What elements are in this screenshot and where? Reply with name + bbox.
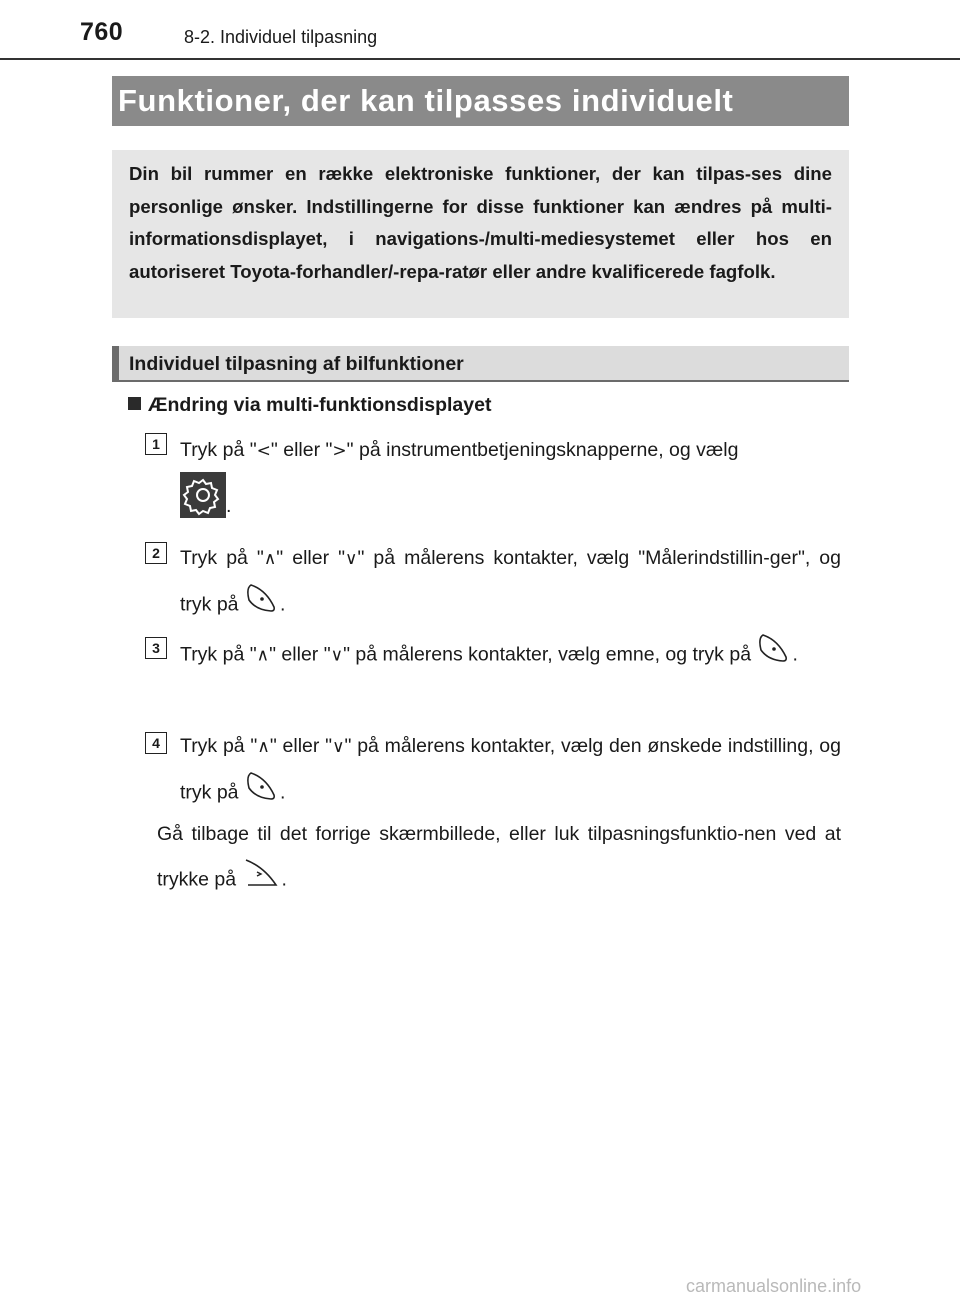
back-note: Gå tilbage til det forrige skærmbillede, eller luk tilpasningsfunktio-nen ved at trykke på . bbox=[157, 814, 841, 906]
step-number-3: 3 bbox=[145, 637, 167, 659]
step-number-4: 4 bbox=[145, 732, 167, 754]
gear-icon bbox=[180, 472, 226, 518]
enter-button-icon bbox=[756, 630, 792, 681]
header-divider bbox=[0, 58, 960, 60]
intro-text: Din bil rummer en række elektroniske funktioner, der kan tilpas-ses dine personlige ønsker. Indstillingerne for disse funktioner kan ændres på multi-informationsdisplayet, i navigations-/multi-mediesystemet eller hos en autoriseret Toyota-forhandler/-repa-ratør eller andre kvalificerede fagfolk. bbox=[129, 163, 832, 282]
subsection-banner bbox=[112, 346, 849, 382]
back-button-icon bbox=[242, 855, 282, 906]
subsection-title: Individuel tilpasning af bilfunktioner bbox=[129, 353, 464, 375]
watermark: carmanualsonline.info bbox=[686, 1276, 862, 1296]
square-bullet-icon bbox=[128, 397, 141, 410]
subheading bbox=[128, 394, 491, 417]
step-1-text: Tryk på "<" eller ">" på instrumentbetjeningsknapperne, og vælg . bbox=[180, 439, 739, 517]
step-2-text: Tryk på "∧" eller "∨" på målerens kontakter, vælg "Målerindstillin-ger", og tryk på . bbox=[180, 538, 841, 631]
page-number: 760 bbox=[80, 18, 124, 46]
step-3-text: Tryk på "∧" eller "∨" på målerens kontakter, vælg emne, og tryk på . bbox=[180, 630, 841, 681]
step-number-1: 1 bbox=[145, 433, 167, 455]
step-4-text: Tryk på "∧" eller "∨" på målerens kontakter, vælg den ønskede indstilling, og tryk på . bbox=[180, 726, 841, 819]
page-title: Funktioner, der kan tilpasses individuelt bbox=[118, 83, 734, 118]
enter-button-icon bbox=[244, 768, 280, 819]
intro-box bbox=[112, 150, 849, 318]
step-number-2: 2 bbox=[145, 542, 167, 564]
section-reference: 8-2. Individuel tilpasning bbox=[184, 27, 378, 47]
title-banner bbox=[112, 76, 849, 126]
subheading-text: Ændring via multi-funktionsdisplayet bbox=[148, 394, 492, 416]
enter-button-icon bbox=[244, 580, 280, 631]
